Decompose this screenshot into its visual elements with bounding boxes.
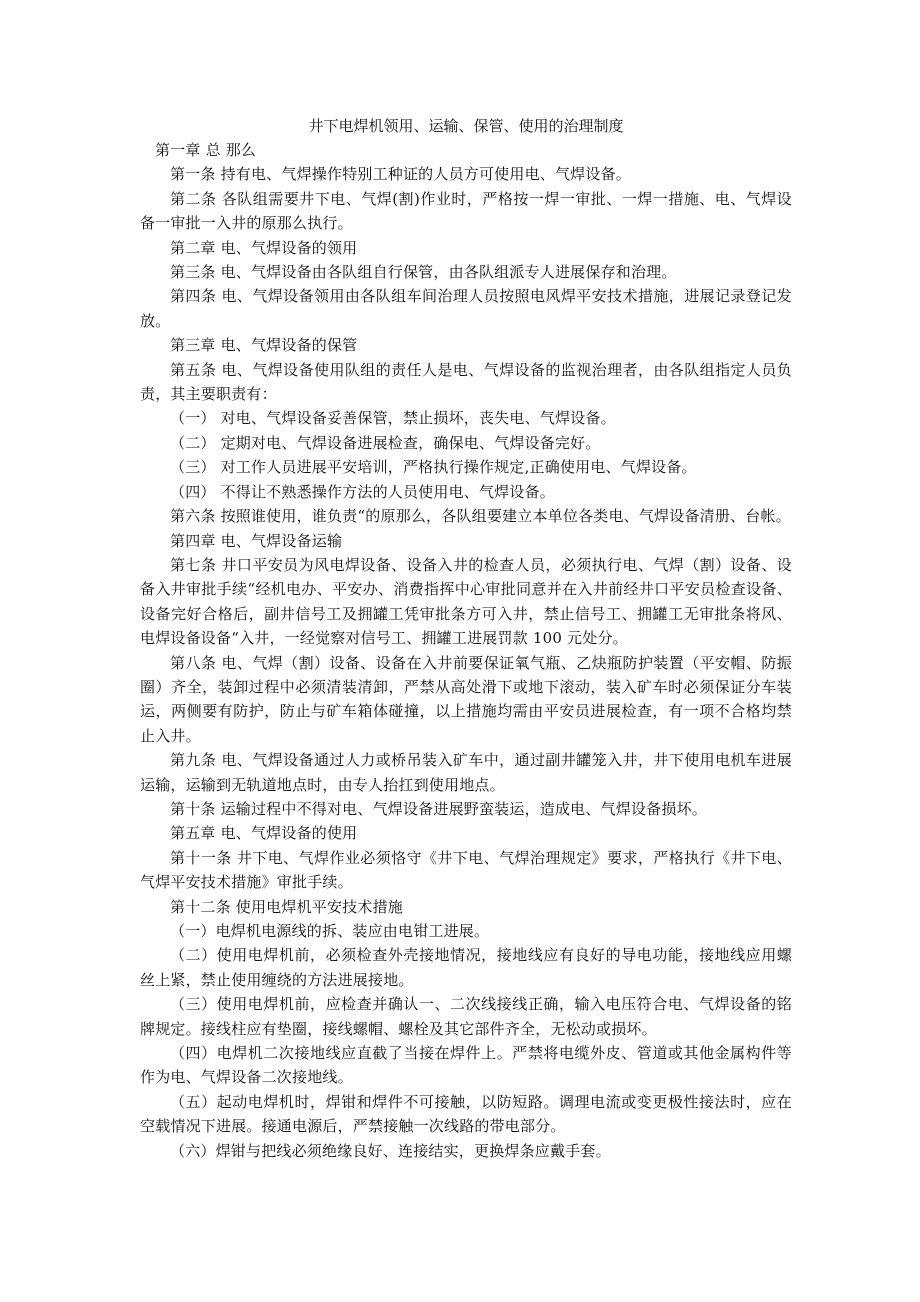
article-12-item-1: （一）电焊机电源线的拆、装应由电钳工进展。 [170,922,490,940]
article-6: 第六条 按照谁使用，谁负责“的原那么，各队组要建立本单位各类电、气焊设备清册、台帐。 [170,507,791,526]
article-5-item-2: （二） 定期对电、气焊设备进展检查，确保电、气焊设备完好。 [170,433,601,452]
chapter-heading-5: 第五章 电、气焊设备的使用 [170,824,358,843]
article-12: 第十二条 使用电焊机平安技术措施 [170,897,403,916]
article-5-item-4: （四） 不得让不熟悉操作方法的人员使用电、气焊设备。 [170,482,555,501]
article-11: 第十一条 井下电、气焊作业必须恪守《井下电、气焊治理规定》要求，严格执行《井下电、气焊平安技术措施》审批手续。 [140,848,792,892]
chapter-heading-4: 第四章 电、气焊设备运输 [170,531,343,550]
article-12-item-6: （六）焊钳与把线必须绝缘良好、连接结实，更换焊条应戴手套。 [170,1141,611,1160]
article-12-item-2: （二）使用电焊机前，必须检查外壳接地情况，接地线应有良好的导电功能，接地线应用螺丝上紧，禁止使用缠绕的方法进展接地。 [140,946,792,989]
chapter-heading-1: 第一章 总 那么 [155,141,257,159]
article-10: 第十条 运输过程中不得对电、气焊设备进展野蛮装运，造成电、气焊设备损坏。 [170,799,707,818]
document-page [140,114,792,1163]
article-12-item-5: （五）起动电焊机时，焊钳和焊件不可接触，以防短路。调理电流或变更极性接法时，应在空载情况下进展。接通电源后，严禁接触一次线路的带电部分。 [140,1092,792,1136]
article-8: 第八条 电、气焊（割）设备、设备在入井前要保证氧气瓶、乙炔瓶防护装置（平安帽、防振圈）齐全，装卸过程中必须清装清卸，严禁从高处滑下或地下滚动，装入矿车时必须保证分车装运，两侧要有防护，防止与矿车箱体碰撞，以上措施均需由平安员进展检查，有一项不合格均禁止入井。 [140,653,792,745]
article-5-item-1: （一） 对电、气焊设备妥善保管，禁止损坏，丧失电、气焊设备。 [170,409,616,428]
article-2: 第二条 各队组需要井下电、气焊(割)作业时，严格按一焊一审批、一焊一措施、电、气焊设备一审批一入井的原那么执行。 [140,189,792,233]
article-1: 第一条 持有电、气焊操作特别工种证的人员方可使用电、气焊设备。 [170,165,631,184]
article-12-item-3: （三）使用电焊机前，应检查并确认一、二次线接线正确，输入电压符合电、气焊设备的铭牌规定。接线柱应有垫圈，接线螺帽、螺栓及其它部件齐全，无松动或损坏。 [140,995,792,1038]
article-5: 第五条 电、气焊设备使用队组的责任人是电、气焊设备的监视治理者，由各队组指定人员负责，其主要职责有： [140,360,792,404]
document-title: 井下电焊机领用、运输、保管、使用的治理制度 [308,117,624,135]
article-4: 第四条 电、气焊设备领用由各队组车间治理人员按照电风焊平安技术措施，进展记录登记发放。 [140,287,792,330]
chapter-heading-2: 第二章 电、气焊设备的领用 [170,238,358,257]
article-3: 第三条 电、气焊设备由各队组自行保管，由各队组派专人进展保存和治理。 [170,263,677,282]
chapter-heading-3: 第三章 电、气焊设备的保管 [170,336,358,355]
article-9: 第九条 电、气焊设备通过人力或桥吊装入矿车中，通过副井罐笼入井，井下使用电机车进展运输，运输到无轨道地点时，由专人抬扛到使用地点。 [140,751,792,794]
article-7: 第七条 井口平安员为风电焊设备、设备入井的检查人员，必须执行电、气焊（割）设备、设备入井审批手续“经机电办、平安办、消费指挥中心审批同意并在入井前经井口平安员检查设备、设备完好合格后，副井信号工及拥罐工凭审批条方可入井，禁止信号工、拥罐工无审批条将风、电焊设备设备“入井，一经觉察对信号工、拥罐工进展罚款 100 元处分。 [140,555,792,648]
article-5-item-3: （三） 对工作人员进展平安培训，严格执行操作规定,正确使用电、气焊设备。 [170,458,697,477]
article-12-item-4: （四）电焊机二次接地线应直截了当接在焊件上。严禁将电缆外皮、管道或其他金属构件等作为电、气焊设备二次接地线。 [140,1044,792,1087]
